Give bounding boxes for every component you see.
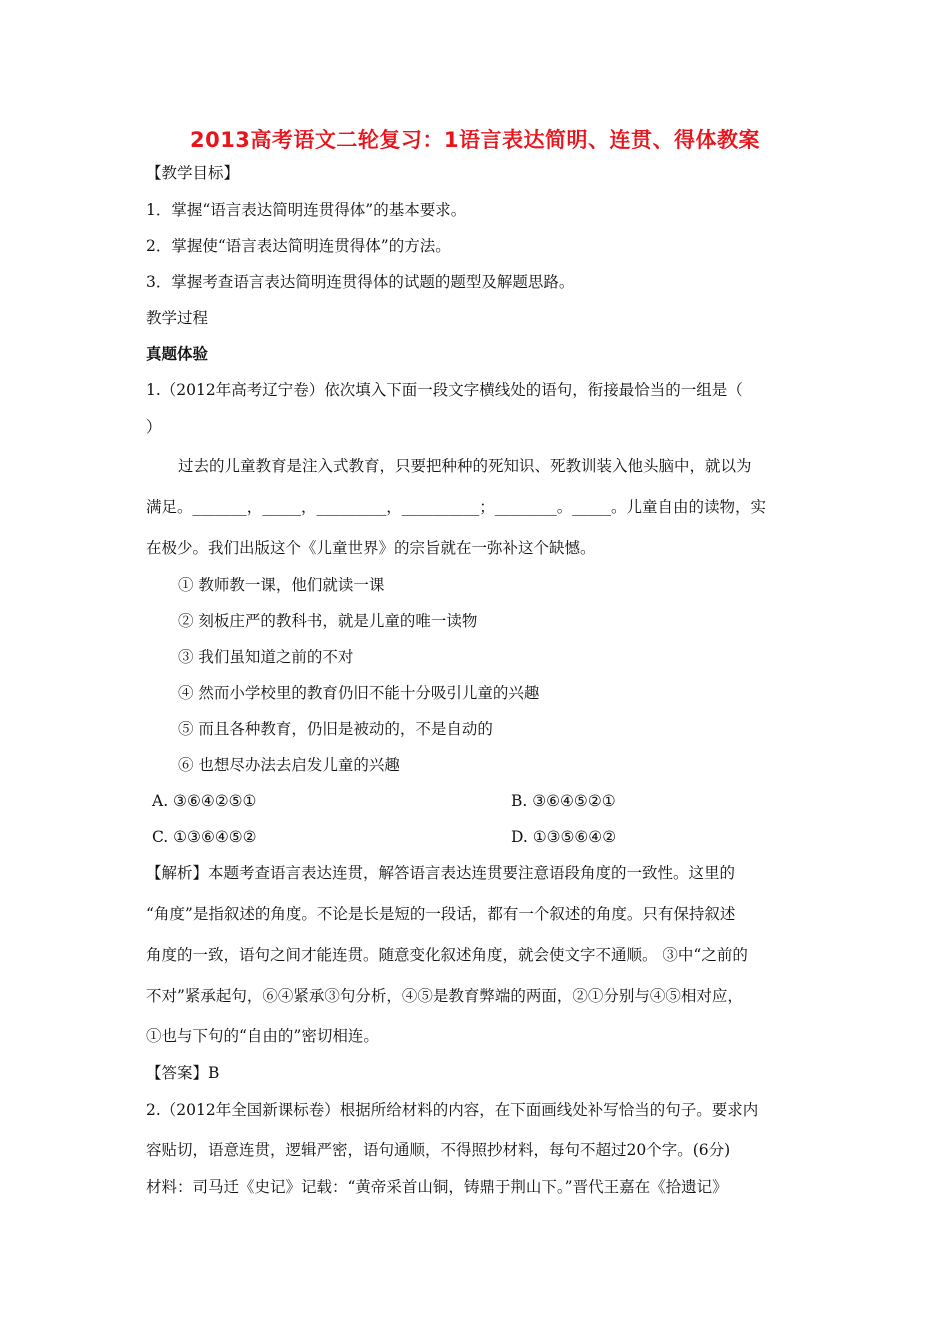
q1-option-d: D. ①③⑤⑥④② (511, 828, 617, 846)
q1-item-5: ⑤ 而且各种教育，仍旧是被动的，不是自动的 (178, 720, 493, 738)
q1-answer: 【答案】B (146, 1064, 220, 1082)
q2-line-3: 材料：司马迁《史记》记载：“黄帝采首山铜，铸鼎于荆山下。”晋代王嘉在《拾遗记》 (146, 1178, 728, 1196)
process-heading: 教学过程 (146, 309, 209, 327)
q1-analysis-line-2: “角度”是指叙述的角度。不论是长是短的一段话，都有一个叙述的角度。只有保持叙述 (146, 905, 736, 923)
q1-item-1: ① 教师教一课，他们就读一课 (178, 576, 385, 594)
q1-analysis-line-3: 角度的一致，语句之间才能连贯。随意变化叙述角度，就会使文字不通顺。 ③中“之前的 (146, 946, 748, 964)
q1-option-a: A. ③⑥④②⑤① (152, 792, 257, 810)
q1-stem-line-1: 1.（2012年高考辽宁卷）依次填入下面一段文字横线处的语句，衔接最恰当的一组是（ (146, 381, 743, 399)
q1-option-c: C. ①③⑥④⑤② (152, 828, 257, 846)
q1-passage-line-2: 满足。_______，_____，_________，__________；________。_____。儿童自由的读物，实 (146, 498, 767, 516)
q1-stem-line-2: ） (146, 418, 162, 436)
q1-item-3: ③ 我们虽知道之前的不对 (178, 648, 354, 666)
q1-passage-line-3: 在极少。我们出版这个《儿童世界》的宗旨就在一弥补这个缺憾。 (146, 539, 596, 557)
objectives-heading: 【教学目标】 (146, 164, 240, 182)
q1-item-6: ⑥ 也想尽办法去启发儿童的兴趣 (178, 756, 400, 774)
q2-line-2: 容贴切，语意连贯，逻辑严密，语句通顺，不得照抄材料，每句不超过20个字。(6分) (146, 1141, 731, 1159)
q1-passage-line-1: 过去的儿童教育是注入式教育，只要把种种的死知识、死教训装入他头脑中，就以为 (178, 457, 752, 475)
q1-analysis-line-5: ①也与下句的“自由的”密切相连。 (146, 1027, 379, 1045)
q1-item-2: ② 刻板庄严的教科书，就是儿童的唯一读物 (178, 612, 478, 630)
q1-analysis-line-1: 【解析】本题考查语言表达连贯，解答语言表达连贯要注意语段角度的一致性。这里的 (146, 864, 736, 882)
q1-item-4: ④ 然而小学校里的教育仍旧不能十分吸引儿童的兴趣 (178, 684, 540, 702)
section-heading: 真题体验 (146, 344, 209, 363)
document-title: 2013高考语文二轮复习：1语言表达简明、连贯、得体教案 (189, 128, 761, 152)
q2-line-1: 2.（2012年全国新课标卷）根据所给材料的内容，在下面画线处补写恰当的句子。要求内 (146, 1101, 759, 1119)
q1-analysis-line-4: 不对”紧承起句，⑥④紧承③句分析，④⑤是教育弊端的两面，②①分别与④⑤相对应， (146, 987, 743, 1005)
q1-option-b: B. ③⑥④⑤②① (511, 792, 616, 810)
objective-item-1: 1．掌握“语言表达简明连贯得体”的基本要求。 (146, 201, 467, 219)
objective-item-3: 3．掌握考查语言表达简明连贯得体的试题的题型及解题思路。 (146, 273, 575, 291)
objective-item-2: 2．掌握使“语言表达简明连贯得体”的方法。 (146, 237, 451, 255)
